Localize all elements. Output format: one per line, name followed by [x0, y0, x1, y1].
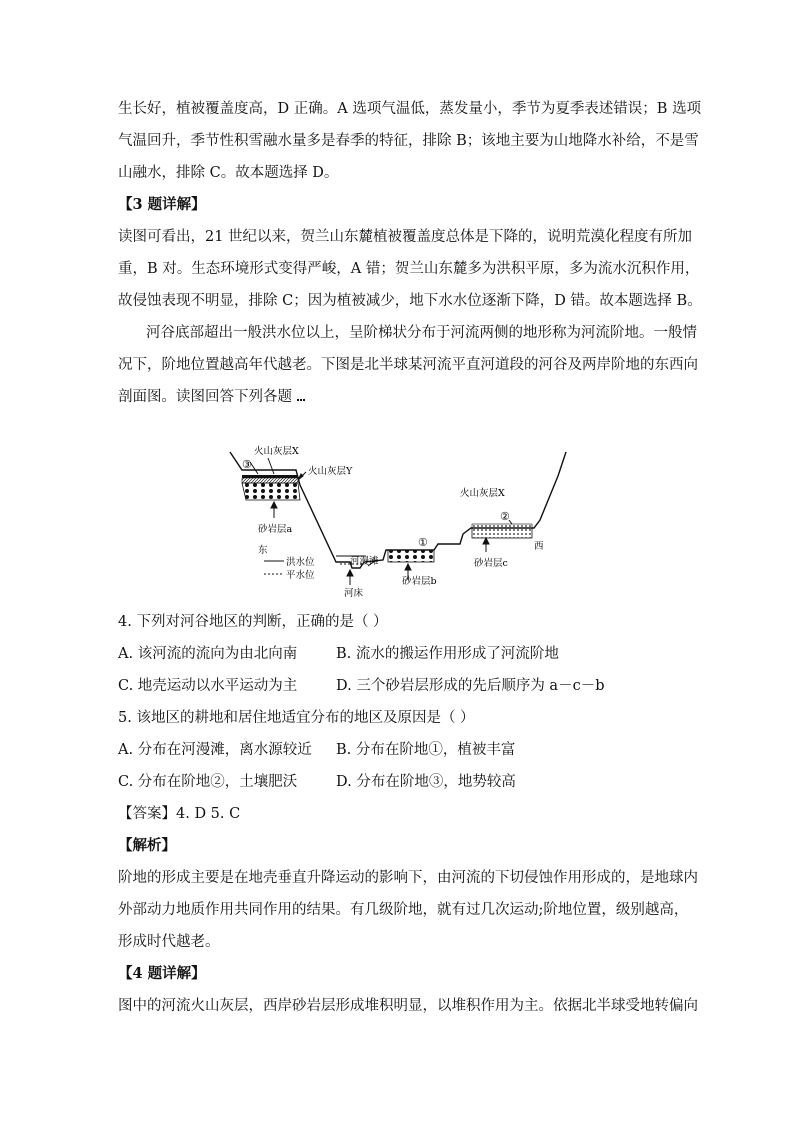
text-line: 重，B 对。生态环境形式变得严峻，A 错；贺兰山东麓多为洪积平原，多为流水沉积作用， [118, 261, 700, 277]
terrace-1-label: ① [418, 536, 428, 549]
text-span: 剖面图。读图回答下列各题 [118, 389, 292, 405]
analysis-heading: 【解析】 [118, 837, 176, 854]
ash-x-east-label: 火山灰层X [254, 446, 299, 457]
question-5-option-d: D. 分布在阶地③，地势较高 [336, 774, 516, 790]
river-terrace-profile-figure [228, 440, 578, 598]
ash-layer-y [242, 478, 298, 483]
riverbed-label: 河床 [344, 588, 364, 598]
dot-mark [297, 397, 305, 401]
text-line: 外部动力地质作用共同作用的结果。有几级阶地，就有过几次运动;阶地位置，级别越高， [118, 902, 689, 918]
question-4-stem: 4. 下列对河谷地区的判断，正确的是（ ） [118, 614, 388, 630]
west-label: 西 [534, 541, 544, 552]
river-terrace-profile [228, 440, 578, 598]
terrace-2-label: ② [500, 510, 510, 523]
text-line: 图中的河流火山灰层，西岸砂岩层形成堆积明显，以堆积作用为主。依据北半球受地转偏向 [118, 998, 698, 1014]
sandstone-b-label: 砂岩层b [402, 576, 437, 587]
text-line: 形成时代越老。 [118, 934, 220, 950]
text-line: 河谷底部超出一般洪水位以上，呈阶梯状分布于河流两侧的地形称为河流阶地。一般情 [146, 325, 697, 341]
text-line: 阶地的形成主要是在地壳垂直升降运动的影响下，由河流的下切侵蚀作用形成的，是地球内 [118, 870, 698, 886]
east-label: 东 [258, 545, 268, 556]
section-heading: 【3 题详解】 [118, 196, 206, 213]
question-5-option-c: C. 分布在阶地②，土壤肥沃 [118, 774, 298, 790]
question-4-option-a: A. 该河流的流向为由北向南 [118, 646, 298, 662]
terrace-3-label: ③ [242, 458, 252, 471]
sandstone-layer-a [242, 483, 300, 500]
question-4-option-d: D. 三个砂岩层形成的先后顺序为 a－c－b [336, 678, 605, 694]
question-5-stem: 5. 该地区的耕地和居住地适宜分布的地区及原因是（ ） [118, 710, 475, 726]
sandstone-layer-b [388, 550, 434, 562]
floodplain-label: 河漫滩 [350, 556, 379, 567]
question-4-option-c: C. 地壳运动以水平运动为主 [118, 678, 298, 694]
sandstone-layer-c [472, 528, 532, 538]
text-line: 况下，阶地位置越高年代越老。下图是北半球某河流平直河道段的河谷及两岸阶地的东西向 [118, 357, 698, 373]
text-line [118, 387, 305, 407]
ash-y-label: 火山灰层Y [308, 466, 353, 477]
text-line: 读图可看出，21 世纪以来，贺兰山东麓植被覆盖度总体是下降的，说明荒漠化程度有所加 [118, 229, 693, 245]
ash-layer-x-east [242, 475, 298, 478]
section-heading: 【4 题详解】 [118, 965, 206, 982]
answer-line: 【答案】4. D 5. C [118, 806, 241, 822]
text-line: 山融水，排除 C。故本题选择 D。 [118, 165, 339, 181]
question-4-option-b: B. 流水的搬运作用形成了河流阶地 [336, 646, 559, 662]
sandstone-c-label: 砂岩层c [474, 558, 508, 569]
text-line: 生长好，植被覆盖度高，D 正确。A 选项气温低，蒸发量小，季节为夏季表述错误；B 选项 [118, 101, 702, 117]
ash-x-west-label: 火山灰层X [460, 488, 505, 499]
ash-layer-x-west [472, 524, 532, 528]
text-line: 气温回升，季节性积雪融水量多是春季的特征，排除 B；该地主要为山地降水补给，不是雪 [118, 133, 699, 149]
text-line: 故侵蚀表现不明显，排除 C；因为植被减少，地下水水位逐渐下降，D 错。故本题选择 B。 [118, 293, 702, 309]
question-5-option-a: A. 分布在河漫滩，离水源较近 [118, 742, 312, 758]
normal-level-label: 平水位 [286, 570, 315, 581]
question-5-option-b: B. 分布在阶地①，植被丰富 [336, 742, 516, 758]
sandstone-a-label: 砂岩层a [258, 524, 293, 535]
flood-level-label: 洪水位 [286, 557, 315, 568]
